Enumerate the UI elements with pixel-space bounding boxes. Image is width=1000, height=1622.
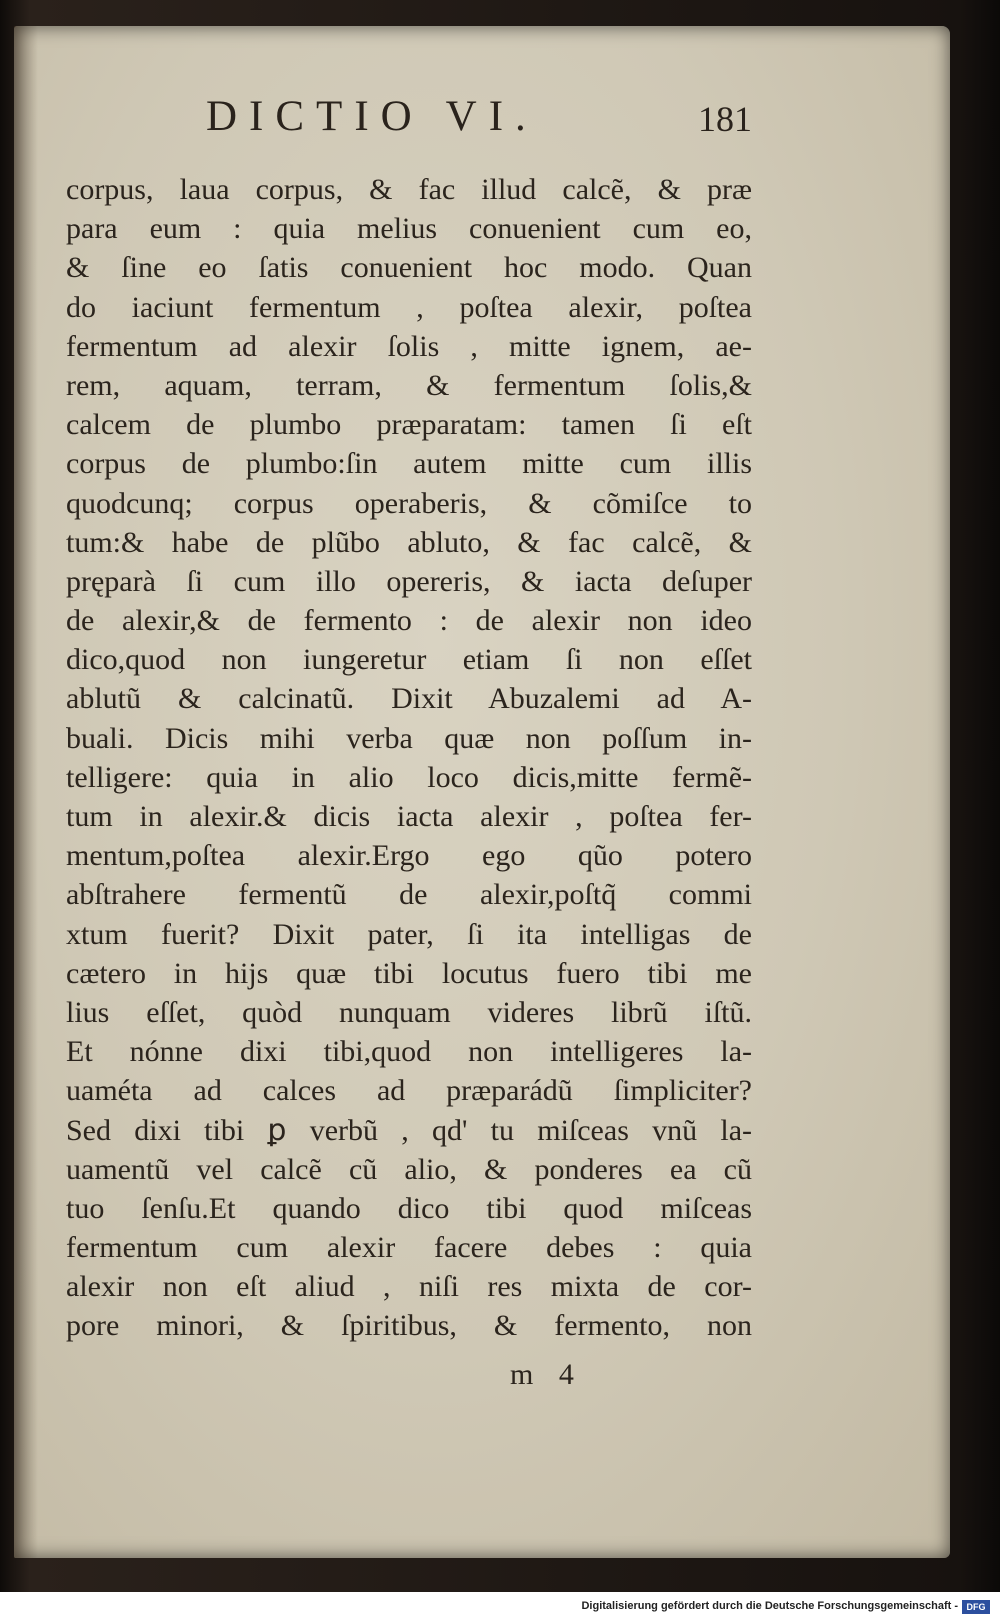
text-line: tum:& habe de plũbo abluto, & fac calcẽ, & bbox=[66, 525, 752, 559]
digitization-footer bbox=[0, 1592, 1000, 1622]
signature-mark: m 4 bbox=[510, 1358, 574, 1391]
running-head: DICTIO VI. bbox=[206, 93, 538, 140]
text-line: fermentum ad alexir ſolis , mitte ignem, ae- bbox=[66, 329, 752, 363]
text-line: & ſine eo ſatis conuenient hoc modo. Quan bbox=[66, 251, 752, 285]
text-line: uamentũ vel calcẽ cũ alio, & ponderes ea cũ bbox=[66, 1152, 752, 1186]
text-line: calcem de plumbo præparatam: tamen ſi eſt bbox=[66, 408, 752, 442]
text-line: mentum,poſtea alexir.Ergo ego qũo potero bbox=[66, 839, 752, 873]
body-text bbox=[66, 170, 752, 1346]
text-line: Sed dixi tibi ꝑ verbũ , qd' tu miſceas vnũ la- bbox=[66, 1113, 752, 1147]
page-gutter-shadow bbox=[14, 26, 38, 1558]
text-line: fermentum cum alexir facere debes : quia bbox=[66, 1231, 752, 1265]
text-line: alexir non eſt aliud , niſi res mixta de cor- bbox=[66, 1270, 752, 1304]
text-line: lius eſſet, quòd nunquam videres librũ iſtũ. bbox=[66, 995, 752, 1029]
text-line: abſtrahere fermentũ de alexir,poſtq̃ commi bbox=[66, 878, 752, 912]
page-number: 181 bbox=[698, 99, 752, 139]
text-line: pore minori, & ſpiritibus, & fermento, non bbox=[66, 1309, 752, 1343]
text-line: pręparà ſi cum illo opereris, & iacta deſuper bbox=[66, 564, 752, 598]
text-line: Et nónne dixi tibi,quod non intelligeres la- bbox=[66, 1035, 752, 1069]
text-line: corpus de plumbo:ſin autem mitte cum illis bbox=[66, 447, 752, 481]
text-line: rem, aquam, terram, & fermentum ſolis,& bbox=[66, 368, 752, 402]
text-line: de alexir,& de fermento : de alexir non ideo bbox=[66, 604, 752, 638]
dfg-logo-icon: DFG bbox=[962, 1600, 990, 1614]
funding-credit: Digitalisierung gefördert durch die Deutsche Forschungsgemeinschaft - bbox=[581, 1600, 958, 1612]
text-line: para eum : quia melius conuenient cum eo, bbox=[66, 212, 752, 246]
text-line: tuo ſenſu.Et quando dico tibi quod miſceas bbox=[66, 1191, 752, 1225]
text-line: quodcunq; corpus operaberis, & cõmiſce to bbox=[66, 486, 752, 520]
page-header bbox=[66, 92, 752, 152]
text-line: cætero in hijs quæ tibi locutus fuero tibi me bbox=[66, 956, 752, 990]
text-line: corpus, laua corpus, & fac illud calcẽ, & præ bbox=[66, 173, 752, 206]
text-line: tum in alexir.& dicis iacta alexir , poſtea fer- bbox=[66, 800, 752, 833]
text-line: ablutũ & calcinatũ. Dixit Abuzalemi ad A- bbox=[66, 682, 752, 716]
text-line: xtum fuerit? Dixit pater, ſi ita intelligas de bbox=[66, 917, 752, 951]
text-line: uaméta ad calces ad præparádũ ſimpliciter? bbox=[66, 1074, 752, 1108]
text-line: do iaciunt fermentum , poſtea alexir, poſtea bbox=[66, 290, 752, 324]
text-line: dico,quod non iungeretur etiam ſi non eſſet bbox=[66, 643, 752, 677]
text-line: telligere: quia in alio loco dicis,mitte fermẽ- bbox=[66, 760, 752, 794]
text-line: buali. Dicis mihi verba quæ non poſſum in- bbox=[66, 721, 752, 755]
